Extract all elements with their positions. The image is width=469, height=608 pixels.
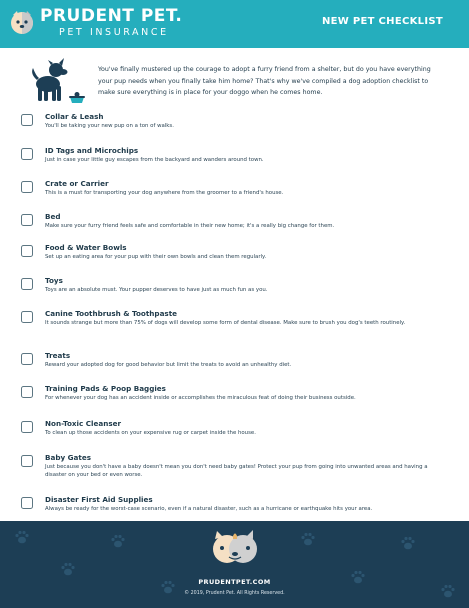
- checkbox-icon[interactable]: [21, 245, 33, 257]
- brand-name: PRUDENT PET.: [40, 6, 183, 26]
- footer-website-link[interactable]: PRUDENTPET.COM: [198, 578, 271, 586]
- item-description: Always be ready for the worst-case scenario, even if a natural disaster, such as a hurricane or earthquake hits your area.: [45, 506, 373, 512]
- paw-print-icon: [400, 535, 416, 551]
- item-title: Disaster First Aid Supplies: [45, 495, 153, 504]
- paw-print-icon: [300, 531, 316, 547]
- item-title: Toys: [45, 276, 63, 285]
- item-title: Baby Gates: [45, 453, 91, 462]
- dog-bowl-icon: [30, 56, 86, 106]
- item-title: Treats: [45, 351, 71, 360]
- item-description: Just because you don't have a baby doesn't mean you don't need baby gates! Protect your pup from going into unwanted areas and having a disaster on your bed or even worse.: [45, 464, 428, 479]
- checkbox-icon[interactable]: [21, 421, 33, 433]
- paw-print-icon: [60, 561, 76, 577]
- footer-bar: [0, 521, 469, 608]
- item-title: Food & Water Bowls: [45, 243, 127, 252]
- item-title: Non-Toxic Cleanser: [45, 419, 122, 428]
- item-title: Crate or Carrier: [45, 179, 109, 188]
- checkbox-icon[interactable]: [21, 114, 33, 126]
- cat-dog-logo-icon: [9, 9, 35, 35]
- item-description: It sounds strange but more than 75% of dogs will develop some form of dental disease. Make sure to brush you dog's teeth routinely.: [45, 320, 406, 326]
- checkbox-icon[interactable]: [21, 214, 33, 226]
- item-description: For whenever your dog has an accident inside or accomplishes the miraculous feat of doing their business outside.: [45, 395, 356, 401]
- brand-subtitle: PET INSURANCE: [59, 27, 169, 38]
- checkbox-icon[interactable]: [21, 148, 33, 160]
- item-description: Just in case your little guy escapes from the backyard and wanders around town.: [45, 157, 264, 163]
- page-title: NEW PET CHECKLIST: [321, 16, 443, 27]
- item-description: Make sure your furry friend feels safe and comfortable in their new home; it's a really big change for them.: [45, 223, 335, 229]
- item-description: Toys are an absolute must. Your pupper deserves to have just as much fun as you.: [45, 287, 268, 293]
- item-description: Reward your adopted dog for good behavior but limit the treats to avoid an unhealthy diet.: [45, 362, 292, 368]
- item-description: Set up an eating area for your pup with their own bowls and clean them regularly.: [45, 254, 267, 260]
- item-title: ID Tags and Microchips: [45, 146, 139, 155]
- item-title: Bed: [45, 212, 61, 221]
- item-description: To clean up those accidents on your expensive rug or carpet inside the house.: [45, 430, 256, 436]
- item-description: You'll be taking your new pup on a ton of walks.: [45, 123, 174, 129]
- checkbox-icon[interactable]: [21, 353, 33, 365]
- cat-dog-logo-icon: [207, 527, 263, 569]
- checkbox-icon[interactable]: [21, 455, 33, 467]
- checkbox-icon[interactable]: [21, 181, 33, 193]
- header-bar: [0, 0, 469, 48]
- checkbox-icon[interactable]: [21, 386, 33, 398]
- intro-paragraph: You've finally mustered up the courage to adopt a furry friend from a shelter, but do you have everything your pup needs when you finally take him home? That's why we've compiled a dog adoption checklist to make sure everything is in place for your doggo when he comes home.: [98, 66, 431, 96]
- paw-print-icon: [14, 529, 30, 545]
- item-title: Training Pads & Poop Baggies: [45, 384, 166, 393]
- checkbox-icon[interactable]: [21, 497, 33, 509]
- item-title: Collar & Leash: [45, 112, 104, 121]
- checkbox-icon[interactable]: [21, 278, 33, 290]
- checkbox-icon[interactable]: [21, 311, 33, 323]
- item-title: Canine Toothbrush & Toothpaste: [45, 309, 178, 318]
- paw-print-icon: [110, 533, 126, 549]
- item-description: This is a must for transporting your dog anywhere from the groomer to a friend's house.: [45, 190, 284, 196]
- footer-copyright: © 2019, Prudent Pet. All Rights Reserved.: [184, 591, 285, 596]
